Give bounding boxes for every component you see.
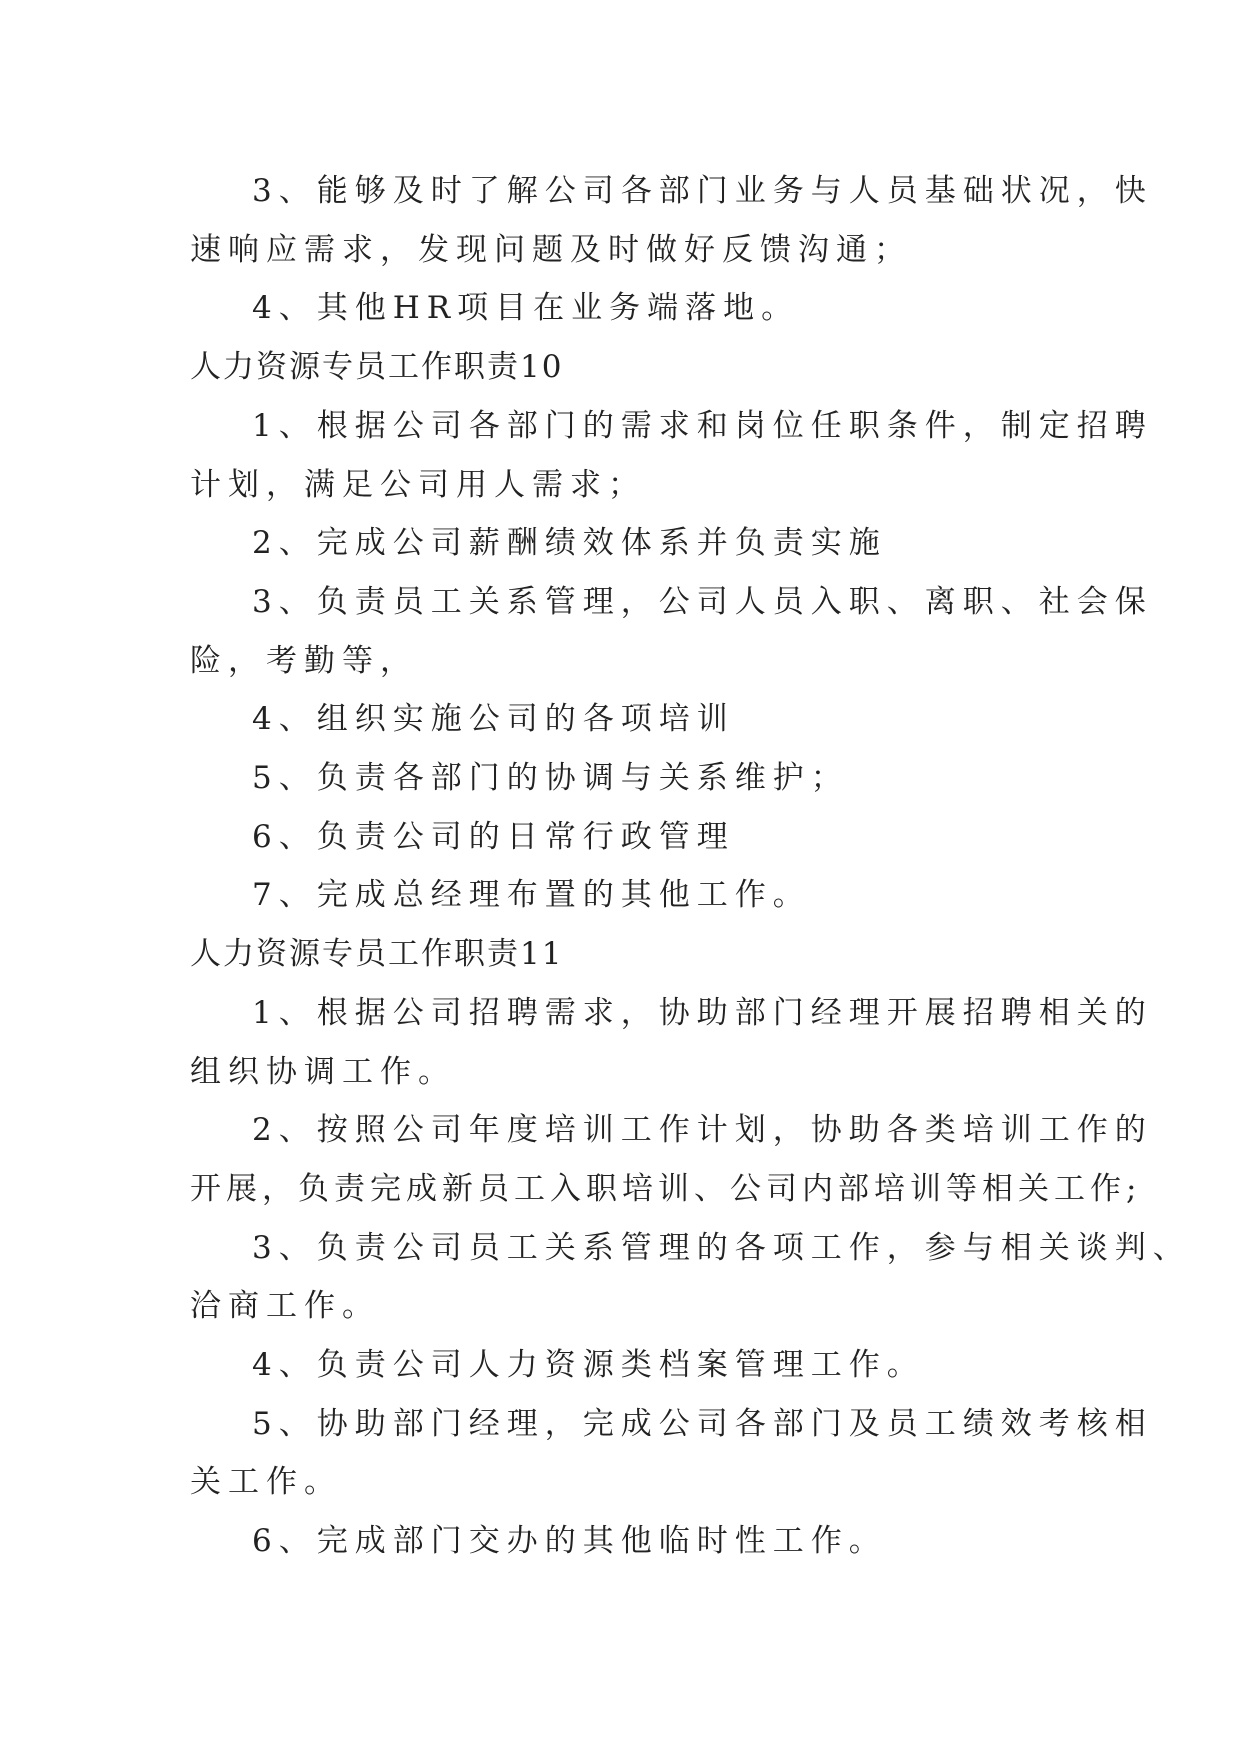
paragraph-line: 7、完成总经理布置的其他工作。 xyxy=(252,877,811,914)
paragraph-line: 1、根据公司各部门的需求和岗位任职条件，制定招聘 xyxy=(252,407,1153,444)
paragraph-line: 3、负责公司员工关系管理的各项工作，参与相关谈判、 xyxy=(252,1229,1191,1266)
paragraph-line: 4、组织实施公司的各项培训 xyxy=(252,701,735,738)
paragraph-line: 5、负责各部门的协调与关系维护； xyxy=(252,760,849,797)
document-body xyxy=(190,162,1191,1571)
paragraph-line: 3、负责员工关系管理，公司人员入职、离职、社会保 xyxy=(252,583,1153,620)
paragraph-line: 险，考勤等， xyxy=(190,642,418,679)
paragraph-line: 洽商工作。 xyxy=(190,1288,380,1325)
paragraph-line: 2、完成公司薪酬绩效体系并负责实施 xyxy=(252,525,887,562)
paragraph-line: 3、能够及时了解公司各部门业务与人员基础状况，快 xyxy=(252,173,1153,209)
paragraph-line: 4、负责公司人力资源类档案管理工作。 xyxy=(252,1347,925,1384)
paragraph-line: 4、其他HR项目在业务端落地。 xyxy=(252,290,800,327)
paragraph-line: 6、完成部门交办的其他临时性工作。 xyxy=(252,1523,887,1560)
paragraph-line: 1、根据公司招聘需求，协助部门经理开展招聘相关的 xyxy=(252,994,1153,1031)
section-heading: 人力资源专员工作职责11 xyxy=(190,936,564,973)
section-heading: 人力资源专员工作职责10 xyxy=(190,349,564,386)
paragraph-line: 计划，满足公司用人需求； xyxy=(190,466,646,503)
paragraph-line: 速响应需求，发现问题及时做好反馈沟通； xyxy=(190,231,912,268)
paragraph-line: 6、负责公司的日常行政管理 xyxy=(252,818,735,855)
paragraph-line: 关工作。 xyxy=(190,1464,342,1501)
paragraph-line: 组织协调工作。 xyxy=(190,1053,456,1090)
paragraph-line: 5、协助部门经理，完成公司各部门及员工绩效考核相 xyxy=(252,1405,1153,1442)
paragraph-line: 开展，负责完成新员工入职培训、公司内部培训等相关工作; xyxy=(190,1170,1142,1207)
paragraph-line: 2、按照公司年度培训工作计划，协助各类培训工作的 xyxy=(252,1112,1153,1149)
